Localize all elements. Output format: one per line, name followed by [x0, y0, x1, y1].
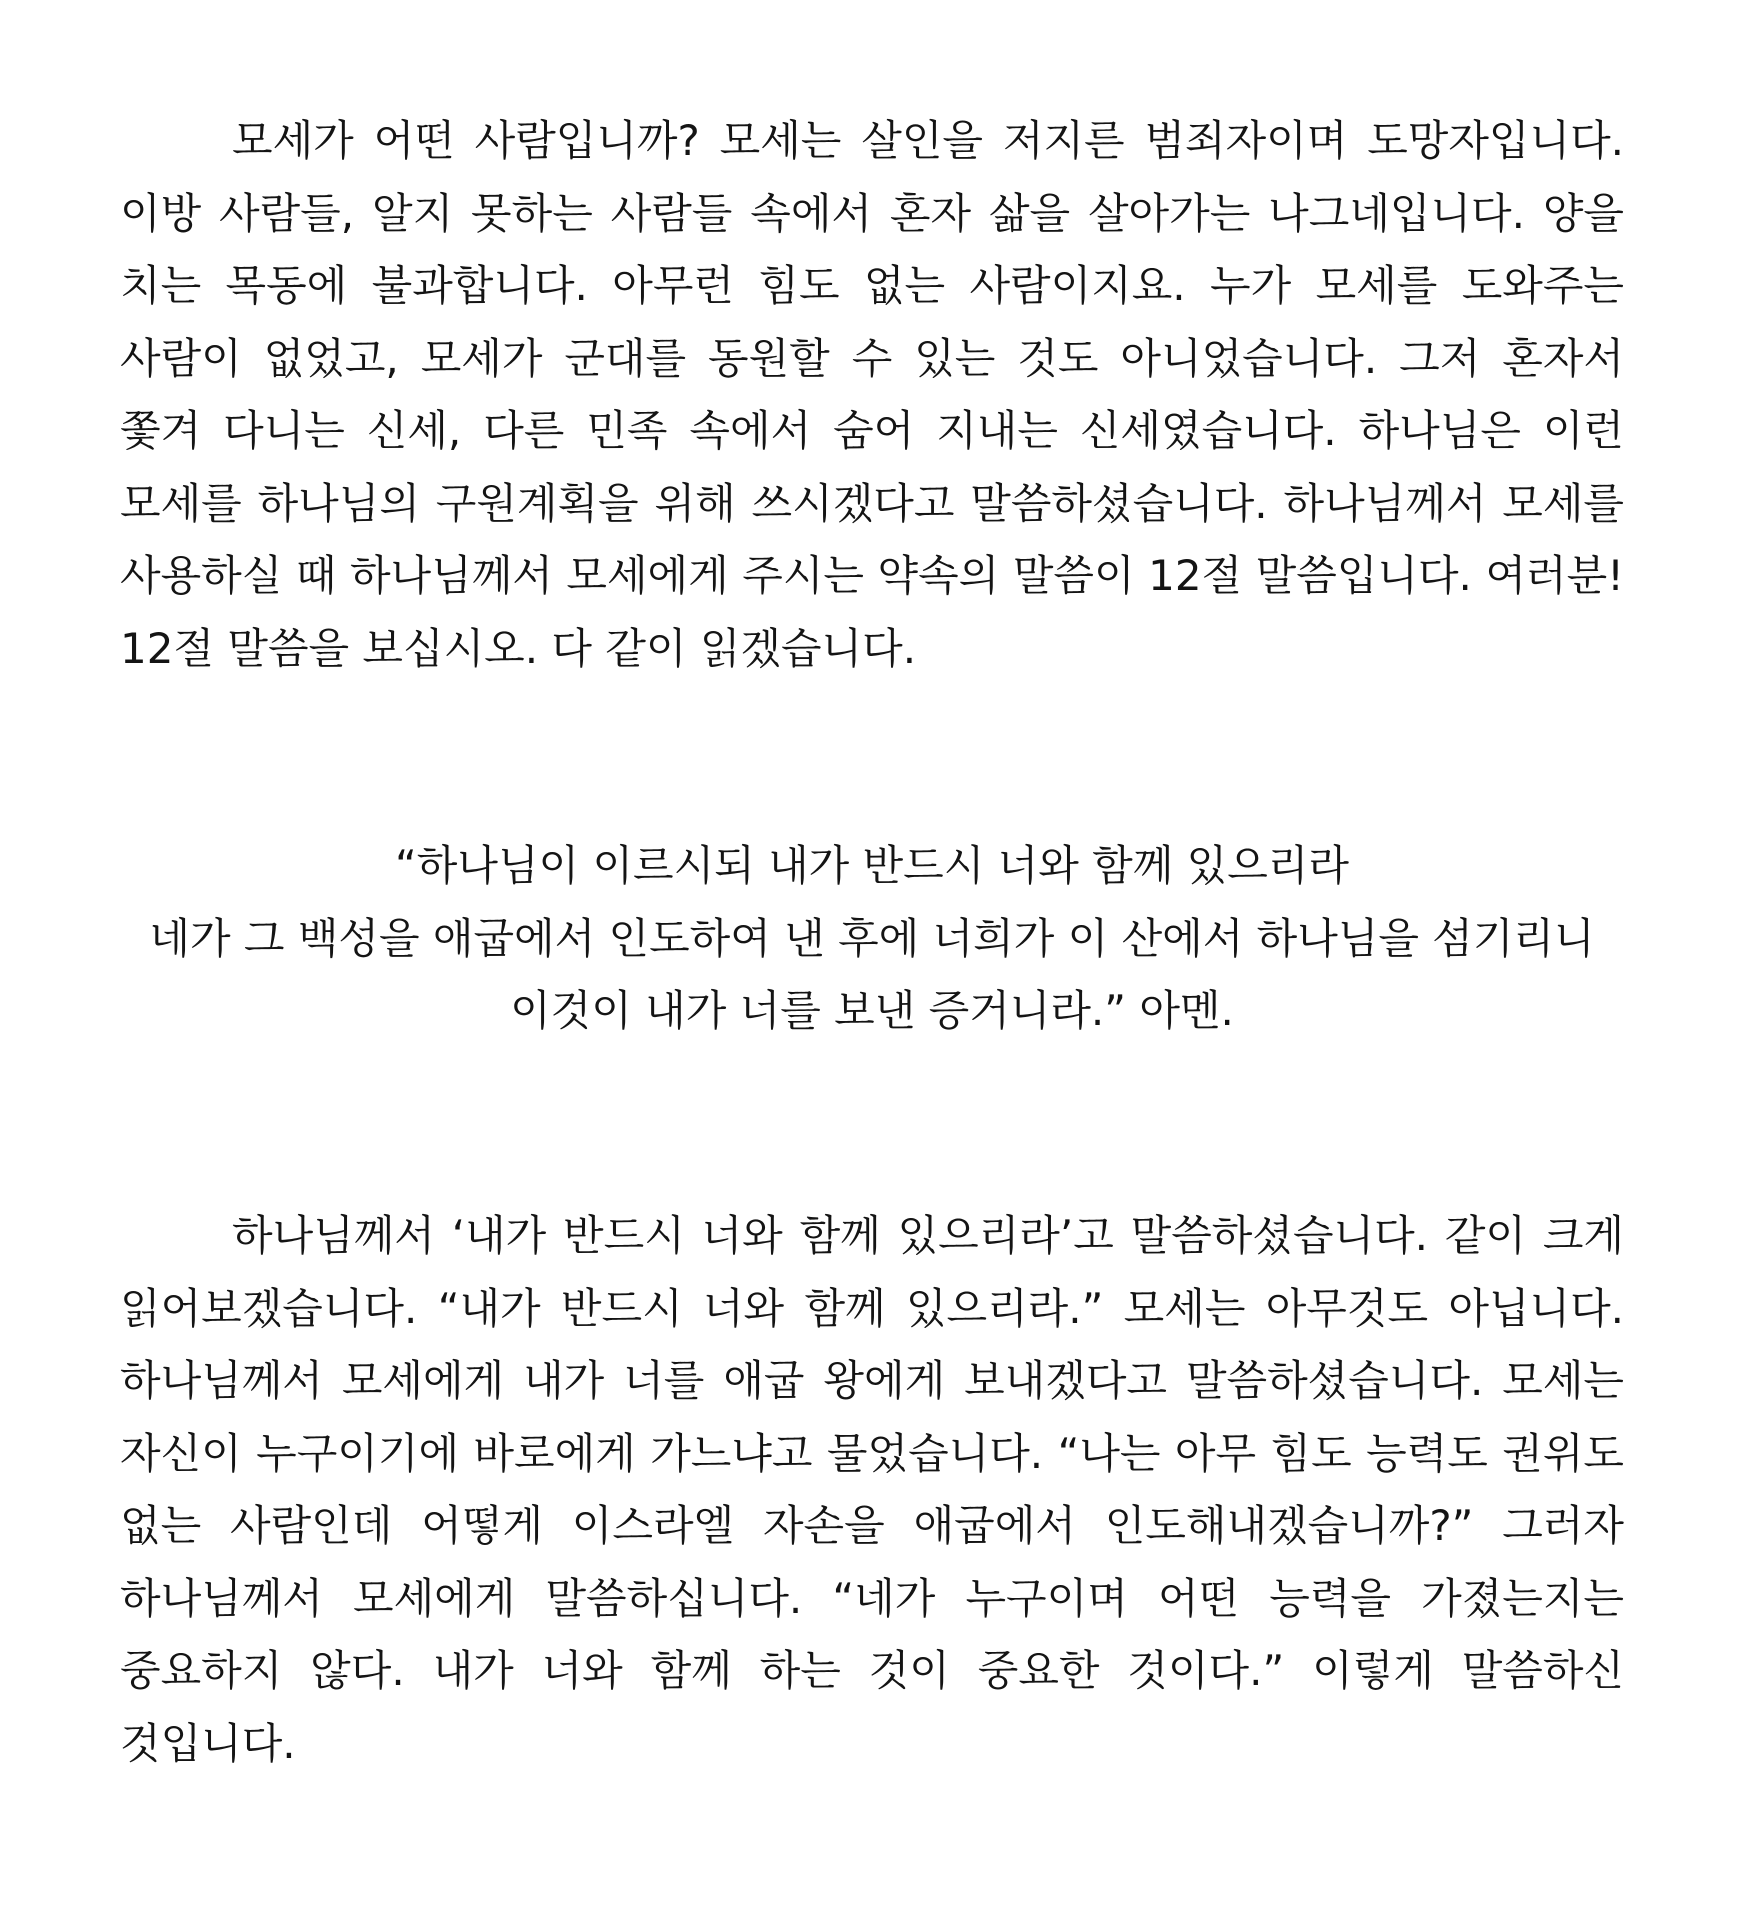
- scripture-line-2: 네가 그 백성을 애굽에서 인도하여 낸 후에 너희가 이 산에서 하나님을 섬기리니: [149, 913, 1595, 963]
- scripture-line-1: “하나님이 이르시되 내가 반드시 너와 함께 있으리라: [395, 841, 1349, 890]
- paragraph-reflection-text: 하나님께서 ‘내가 반드시 너와 함께 있으리라’고 말씀하셨습니다. 같이 크게 읽어보겠습니다. “내가 반드시 너와 함께 있으리라.” 모세는 아무것도 아닙니다. 하나님께서 모세에게 내가 너를 애굽 왕에게 보내겠다고 말씀하셨습니다. 모세는 자신이 누구이기에 바로에게 가느냐고 물었습니다. “나는 아무 힘도 능력도 권위도 없는 사람인데 어떻게 이스라엘 자손을 애굽에서 인도해내겠습니까?” 그러자 하나님께서 모세에게 말씀하십니다. “네가 누구이며 어떤 능력을 가졌는지는 중요하지 않다. 내가 너와 함께 하는 것이 중요한 것이다.” 이렇게 말씀하신 것입니다.: [120, 1211, 1624, 1768]
- paragraph-reflection: [120, 1200, 1624, 1780]
- paragraph-intro: [120, 105, 1624, 685]
- paragraph-intro-text: 모세가 어떤 사람입니까? 모세는 살인을 저지른 범죄자이며 도망자입니다. 이방 사람들, 알지 못하는 사람들 속에서 혼자 삶을 살아가는 나그네입니다. 양을 치는 목동에 불과합니다. 아무런 힘도 없는 사람이지요. 누가 모세를 도와주는 사람이 없었고, 모세가 군대를 동원할 수 있는 것도 아니었습니다. 그저 혼자서 쫓겨 다니는 신세, 다른 민족 속에서 숨어 지내는 신세였습니다. 하나님은 이런 모세를 하나님의 구원계획을 위해 쓰시겠다고 말씀하셨습니다. 하나님께서 모세를 사용하실 때 하나님께서 모세에게 주시는 약속의 말씀이 12절 말씀입니다. 여러분! 12절 말씀을 보십시오. 다 같이 읽겠습니다.: [120, 116, 1624, 673]
- scripture-line-3: 이것이 내가 너를 보낸 증거니라.” 아멘.: [510, 986, 1234, 1035]
- scripture-quote: [120, 830, 1624, 1048]
